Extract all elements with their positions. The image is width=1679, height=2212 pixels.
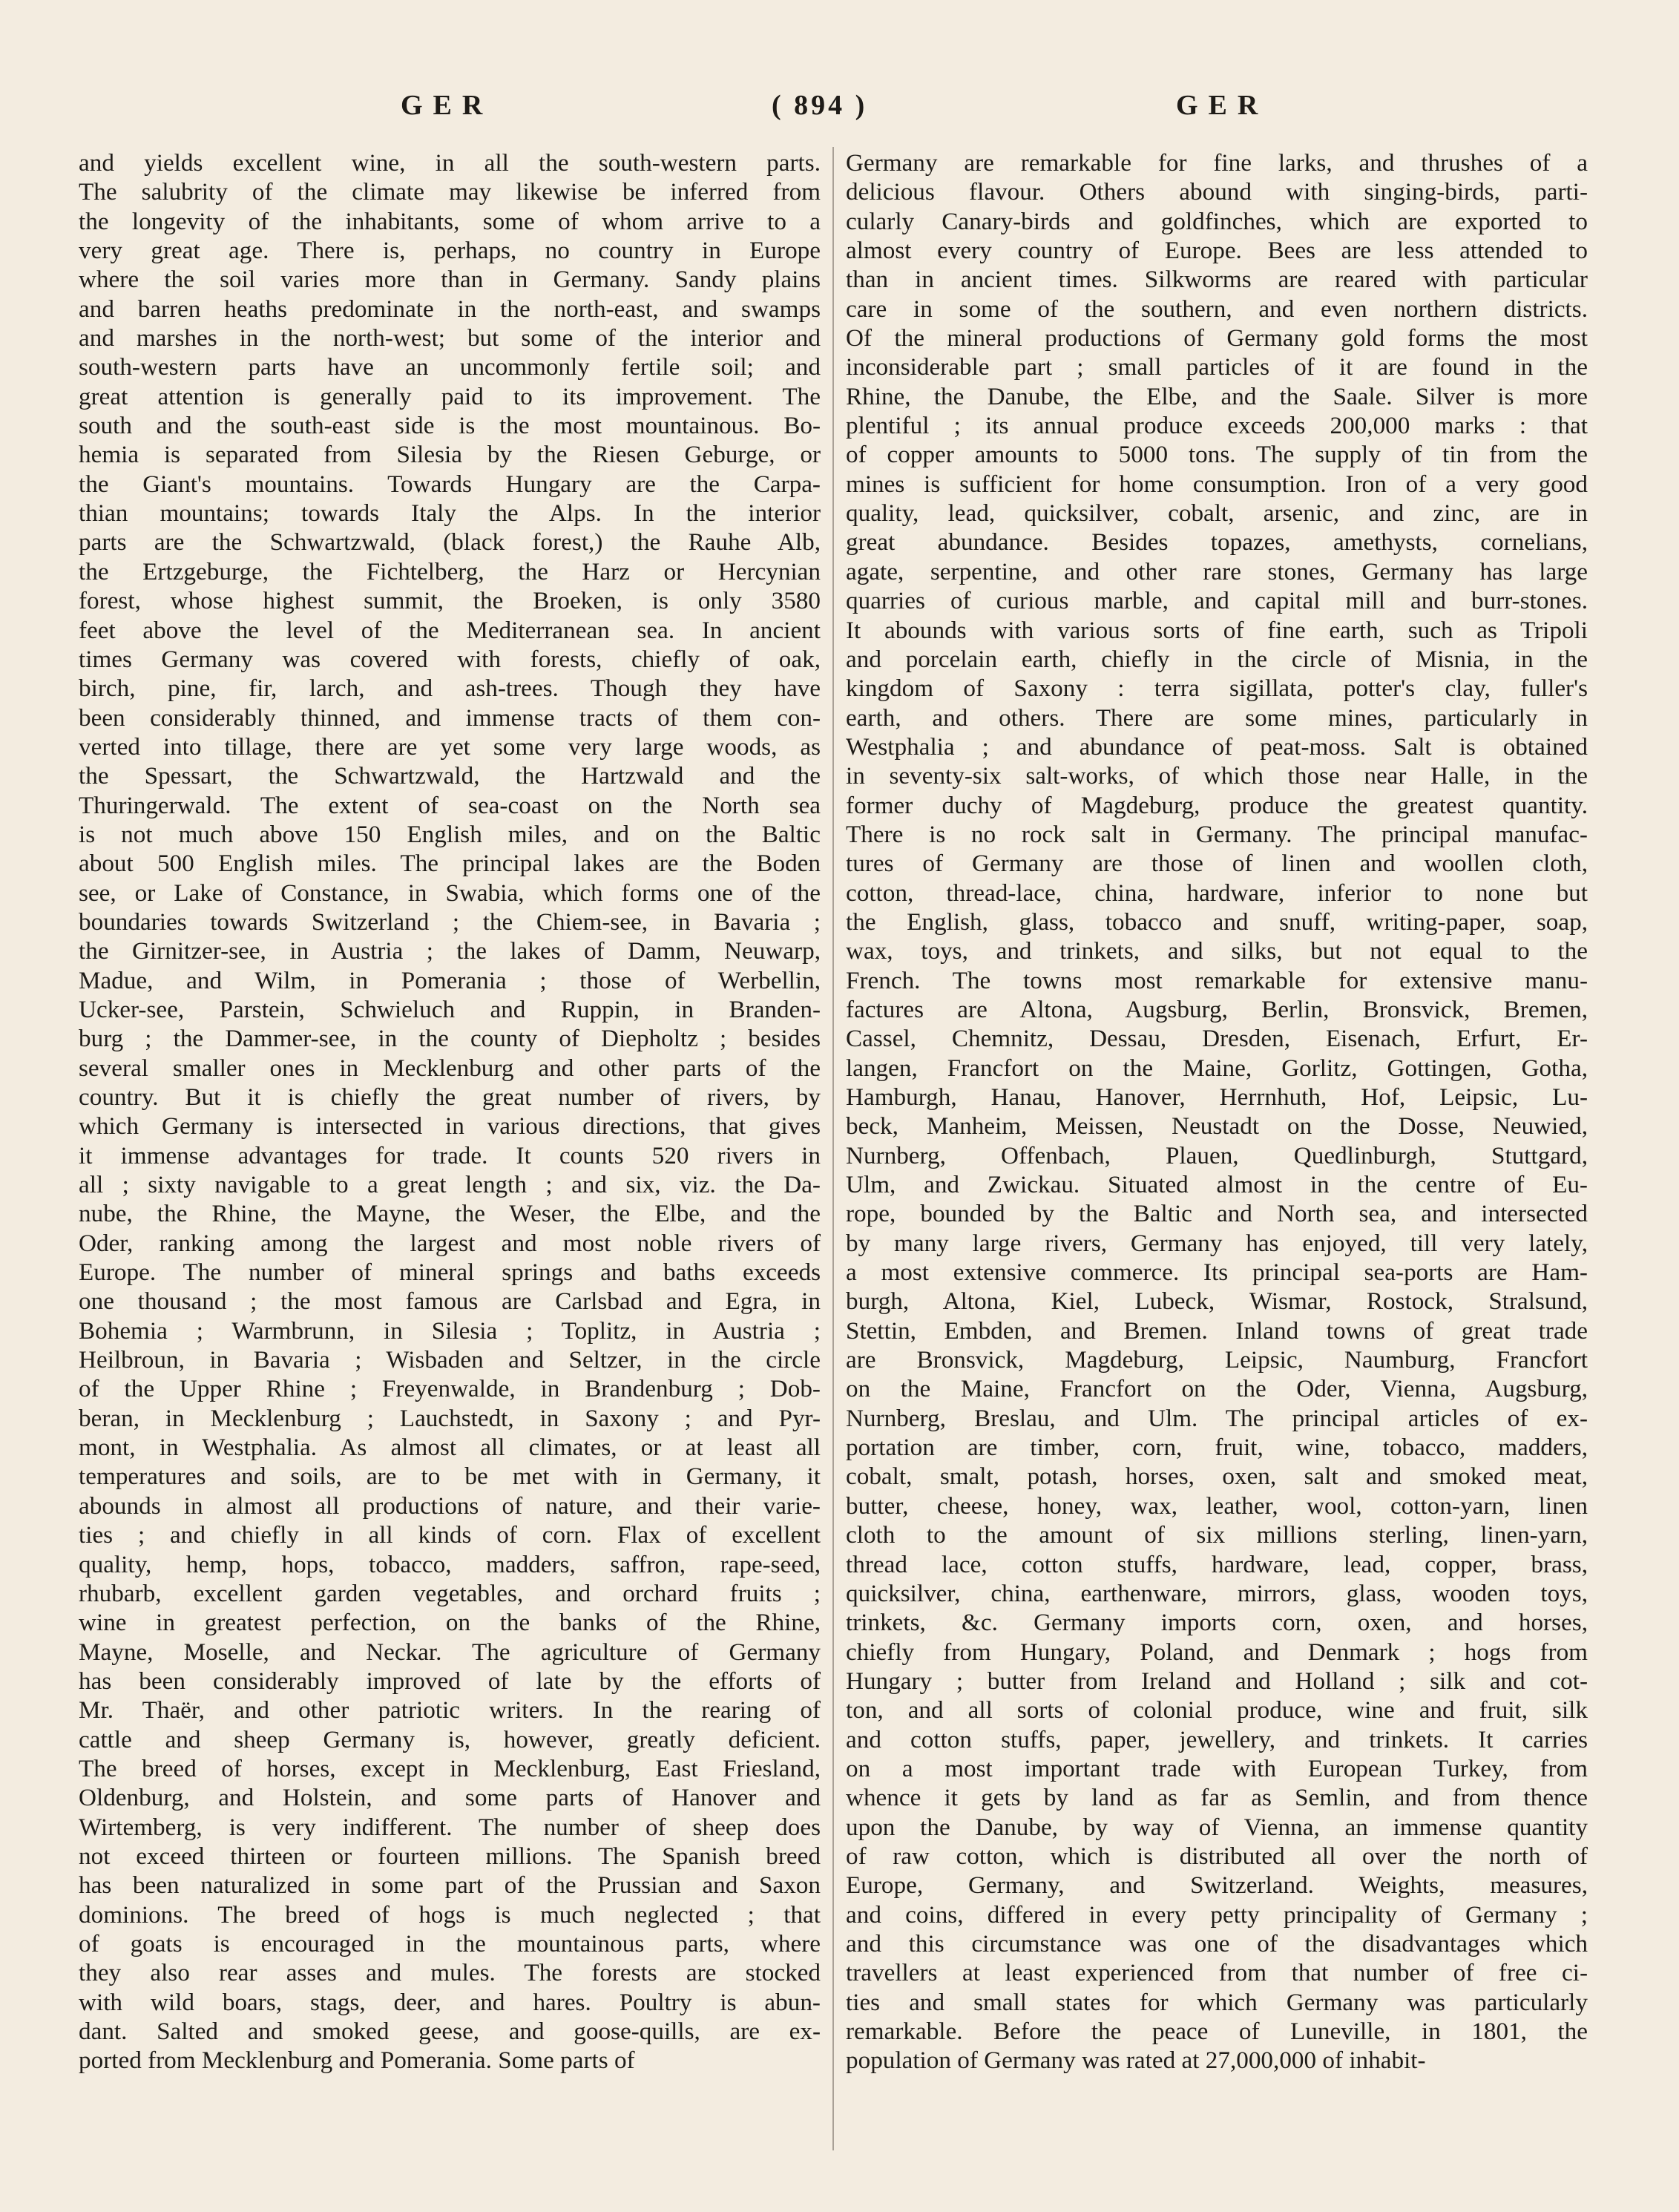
text-line: nube, the Rhine, the Mayne, the Weser, the Elbe, and the [79, 1200, 821, 1228]
text-line: about 500 English miles. The principal lakes are the Boden [79, 850, 821, 878]
text-line: dominions. The breed of hogs is much neglected ; that [79, 1900, 821, 1929]
text-line: The salubrity of the climate may likewise be inferred from [79, 178, 821, 206]
text-line: thread lace, cotton stuffs, hardware, lead, copper, brass, [846, 1550, 1588, 1578]
text-line: upon the Danube, by way of Vienna, an immense quantity [846, 1813, 1588, 1841]
text-line: cotton, thread-lace, china, hardware, inferior to none but [846, 879, 1588, 907]
page-number: ( 894 ) [772, 90, 868, 121]
text-line: very great age. There is, perhaps, no country in Europe [79, 237, 821, 265]
left-text-column [79, 148, 821, 2075]
text-line: hemia is separated from Silesia by the Riesen Geburge, or [79, 441, 821, 469]
text-line: it immense advantages for trade. It counts 520 rivers in [79, 1141, 821, 1169]
text-line: of raw cotton, which is distributed all over the north of [846, 1842, 1588, 1870]
text-line: and porcelain earth, chiefly in the circle of Misnia, in the [846, 645, 1588, 673]
text-line: and this circumstance was one of the disadvantages which [846, 1929, 1588, 1957]
text-line: langen, Francfort on the Maine, Gorlitz, Gottingen, Gotha, [846, 1054, 1588, 1082]
text-line: than in ancient times. Silkworms are reared with particular [846, 266, 1588, 294]
text-line: plentiful ; its annual produce exceeds 200,000 marks : that [846, 412, 1588, 440]
text-line: agate, serpentine, and other rare stones, Germany has large [846, 557, 1588, 585]
text-line: on a most important trade with European Turkey, from [846, 1754, 1588, 1782]
text-line: beck, Manheim, Meissen, Neustadt on the Dosse, Neuwied, [846, 1112, 1588, 1141]
text-line: ported from Mecklenburg and Pomerania. Some parts of [79, 2047, 635, 2075]
text-line: wine in greatest perfection, on the banks of the Rhine, [79, 1609, 821, 1637]
running-head-left: GER [401, 90, 493, 121]
text-line: ties and small states for which Germany was particularly [846, 1988, 1588, 2016]
text-line: cobalt, smalt, potash, horses, oxen, salt and smoked meat, [846, 1463, 1588, 1491]
text-line: Bohemia ; Warmbrunn, in Silesia ; Toplitz, in Austria ; [79, 1316, 821, 1345]
text-line: boundaries towards Switzerland ; the Chiem-see, in Bavaria ; [79, 908, 821, 936]
text-line: care in some of the southern, and even northern districts. [846, 295, 1588, 323]
text-line: parts are the Schwartzwald, (black forest,) the Rauhe Alb, [79, 528, 821, 557]
text-line: trinkets, &c. Germany imports corn, oxen, and horses, [846, 1609, 1588, 1637]
text-line: rhubarb, excellent garden vegetables, and orchard fruits ; [79, 1579, 821, 1607]
text-line: great abundance. Besides topazes, amethysts, cornelians, [846, 528, 1588, 557]
text-line: Hamburgh, Hanau, Hanover, Herrnhuth, Hof, Leipsic, Lu- [846, 1083, 1588, 1111]
text-line: Ucker-see, Parstein, Schwieluch and Ruppin, in Branden- [79, 995, 821, 1023]
text-line: Mayne, Moselle, and Neckar. The agriculture of Germany [79, 1638, 821, 1666]
text-line: one thousand ; the most famous are Carlsbad and Egra, in [79, 1287, 821, 1316]
text-line: Westphalia ; and abundance of peat-moss. Salt is obtained [846, 732, 1588, 761]
text-line: abounds in almost all productions of nature, and their varie- [79, 1491, 821, 1520]
text-line: and barren heaths predominate in the north-east, and swamps [79, 295, 821, 323]
text-line: Thuringerwald. The extent of sea-coast on the North sea [79, 791, 821, 819]
text-line: ties ; and chiefly in all kinds of corn. Flax of excellent [79, 1521, 821, 1549]
text-line: where the soil varies more than in Germany. Sandy plains [79, 266, 821, 294]
text-line: inconsiderable part ; small particles of it are found in the [846, 353, 1588, 381]
text-line: delicious flavour. Others abound with singing-birds, parti- [846, 178, 1588, 206]
text-line: Oder, ranking among the largest and most noble rivers of [79, 1229, 821, 1257]
text-line: verted into tillage, there are yet some very large woods, as [79, 732, 821, 761]
text-line: burg ; the Dammer-see, in the county of Diepholtz ; besides [79, 1025, 821, 1053]
text-line: temperatures and soils, are to be met with in Germany, it [79, 1463, 821, 1491]
text-line: of goats is encouraged in the mountainous parts, where [79, 1929, 821, 1957]
text-line: Rhine, the Danube, the Elbe, and the Saale. Silver is more [846, 382, 1588, 410]
text-line: country. But it is chiefly the great number of rivers, by [79, 1083, 821, 1111]
text-line: see, or Lake of Constance, in Swabia, which forms one of the [79, 879, 821, 907]
text-line: butter, cheese, honey, wax, leather, wool, cotton-yarn, linen [846, 1491, 1588, 1520]
text-line: quality, hemp, hops, tobacco, madders, saffron, rape-seed, [79, 1550, 821, 1578]
text-line: cularly Canary-birds and goldfinches, which are exported to [846, 207, 1588, 235]
text-line: It abounds with various sorts of fine earth, such as Tripoli [846, 616, 1588, 644]
text-line: quarries of curious marble, and capital mill and burr-stones. [846, 587, 1588, 615]
text-line: the Ertzgeburge, the Fichtelberg, the Harz or Hercynian [79, 557, 821, 585]
text-line: the longevity of the inhabitants, some of whom arrive to a [79, 207, 821, 235]
text-line: times Germany was covered with forests, chiefly of oak, [79, 645, 821, 673]
text-line: dant. Salted and smoked geese, and goose-quills, are ex- [79, 2018, 821, 2045]
text-line: former duchy of Magdeburg, produce the greatest quantity. [846, 791, 1588, 819]
text-line: the Spessart, the Schwartzwald, the Hartzwald and the [79, 762, 821, 790]
text-line: Of the mineral productions of Germany gold forms the most [846, 324, 1588, 352]
text-line: been considerably thinned, and immense tracts of them con- [79, 703, 821, 732]
text-line: mines is sufficient for home consumption. Iron of a very good [846, 470, 1588, 498]
text-line: the Girnitzer-see, in Austria ; the lakes of Damm, Neuwarp, [79, 937, 821, 965]
running-head-right: GER [1176, 90, 1269, 121]
text-line: is not much above 150 English miles, and on the Baltic [79, 820, 821, 848]
text-line: tures of Germany are those of linen and woollen cloth, [846, 850, 1588, 878]
text-line: and cotton stuffs, paper, jewellery, and trinkets. It carries [846, 1725, 1588, 1753]
text-line: mont, in Westphalia. As almost all climates, or at least all [79, 1434, 821, 1462]
text-line: beran, in Mecklenburg ; Lauchstedt, in Saxony ; and Pyr- [79, 1404, 821, 1432]
text-line: all ; sixty navigable to a great length ; and six, viz. the Da- [79, 1171, 821, 1199]
text-line: great attention is generally paid to its improvement. The [79, 382, 821, 410]
text-line: Europe, Germany, and Switzerland. Weights, measures, [846, 1871, 1588, 1900]
text-line: Hungary ; butter from Ireland and Holland ; silk and cot- [846, 1667, 1588, 1695]
text-line: has been naturalized in some part of the Prussian and Saxon [79, 1871, 821, 1900]
text-line: not exceed thirteen or fourteen millions. The Spanish breed [79, 1842, 821, 1870]
text-line: rope, bounded by the Baltic and North sea, and intersected [846, 1200, 1588, 1228]
text-line: the English, glass, tobacco and snuff, writing-paper, soap, [846, 908, 1588, 936]
text-line: Madue, and Wilm, in Pomerania ; those of Werbellin, [79, 966, 821, 994]
text-line: remarkable. Before the peace of Luneville, in 1801, the [846, 2018, 1588, 2045]
text-line: burgh, Altona, Kiel, Lubeck, Wismar, Rostock, Stralsund, [846, 1287, 1588, 1316]
text-line: and coins, differed in every petty principality of Germany ; [846, 1900, 1588, 1929]
text-line: French. The towns most remarkable for extensive manu- [846, 966, 1588, 994]
text-line: Nurnberg, Offenbach, Plauen, Quedlinburgh, Stuttgard, [846, 1141, 1588, 1169]
text-line: quicksilver, china, earthenware, mirrors, glass, wooden toys, [846, 1579, 1588, 1607]
text-line: a most extensive commerce. Its principal sea-ports are Ham- [846, 1258, 1588, 1287]
text-line: Germany are remarkable for fine larks, and thrushes of a [846, 149, 1588, 177]
text-line: chiefly from Hungary, Poland, and Denmark ; hogs from [846, 1638, 1588, 1666]
text-line: factures are Altona, Augsburg, Berlin, Bronsvick, Bremen, [846, 995, 1588, 1023]
text-line: Oldenburg, and Holstein, and some parts of Hanover and [79, 1784, 821, 1812]
text-line: has been considerably improved of late by the efforts of [79, 1667, 821, 1695]
text-line: which Germany is intersected in various directions, that gives [79, 1112, 821, 1141]
text-line: with wild boars, stags, deer, and hares. Poultry is abun- [79, 1988, 821, 2016]
text-line: and marshes in the north-west; but some of the interior and [79, 324, 821, 352]
text-line: thian mountains; towards Italy the Alps. In the interior [79, 499, 821, 528]
text-line: cattle and sheep Germany is, however, greatly deficient. [79, 1725, 821, 1753]
text-line: Ulm, and Zwickau. Situated almost in the centre of Eu- [846, 1171, 1588, 1199]
text-line: south-western parts have an uncommonly fertile soil; and [79, 353, 821, 381]
text-line: There is no rock salt in Germany. The principal manufac- [846, 820, 1588, 848]
text-line: several smaller ones in Mecklenburg and other parts of the [79, 1054, 821, 1082]
text-line: almost every country of Europe. Bees are less attended to [846, 237, 1588, 265]
text-line: quality, lead, quicksilver, cobalt, arsenic, and zinc, are in [846, 499, 1588, 528]
column-divider [832, 147, 834, 2150]
text-line: Europe. The number of mineral springs and baths exceeds [79, 1258, 821, 1287]
text-line: by many large rivers, Germany has enjoyed, till very lately, [846, 1229, 1588, 1257]
text-line: Wirtemberg, is very indifferent. The number of sheep does [79, 1813, 821, 1841]
text-line: cloth to the amount of six millions sterling, linen-yarn, [846, 1521, 1588, 1549]
text-line: in seventy-six salt-works, of which those near Halle, in the [846, 762, 1588, 790]
text-line: they also rear asses and mules. The forests are stocked [79, 1959, 821, 1987]
text-line: Mr. Thaër, and other patriotic writers. In the rearing of [79, 1696, 821, 1724]
text-line: Heilbroun, in Bavaria ; Wisbaden and Seltzer, in the circle [79, 1346, 821, 1374]
text-line: whence it gets by land as far as Semlin, and from thence [846, 1784, 1588, 1812]
text-line: forest, whose highest summit, the Broeken, is only 3580 [79, 587, 821, 615]
text-line: The breed of horses, except in Mecklenburg, East Friesland, [79, 1754, 821, 1782]
text-line: kingdom of Saxony : terra sigillata, potter's clay, fuller's [846, 675, 1588, 703]
text-line: feet above the level of the Mediterranean sea. In ancient [79, 616, 821, 644]
text-line: are Bronsvick, Magdeburg, Leipsic, Naumburg, Francfort [846, 1346, 1588, 1374]
text-line: of the Upper Rhine ; Freyenwalde, in Brandenburg ; Dob- [79, 1375, 821, 1403]
right-text-column [846, 148, 1588, 2075]
text-line: on the Maine, Francfort on the Oder, Vienna, Augsburg, [846, 1375, 1588, 1403]
text-line: ton, and all sorts of colonial produce, wine and fruit, silk [846, 1696, 1588, 1724]
text-line: south and the south-east side is the most mountainous. Bo- [79, 412, 821, 440]
text-line: earth, and others. There are some mines, particularly in [846, 703, 1588, 732]
text-line: wax, toys, and trinkets, and silks, but not equal to the [846, 937, 1588, 965]
text-line: and yields excellent wine, in all the south-western parts. [79, 149, 821, 177]
text-line: the Giant's mountains. Towards Hungary are the Carpa- [79, 470, 821, 498]
text-line: Stettin, Embden, and Bremen. Inland towns of great trade [846, 1316, 1588, 1345]
text-line: travellers at least experienced from that number of free ci- [846, 1959, 1588, 1987]
text-line: population of Germany was rated at 27,000,000 of inhabit- [846, 2047, 1426, 2075]
text-line: Cassel, Chemnitz, Dessau, Dresden, Eisenach, Erfurt, Er- [846, 1025, 1588, 1053]
text-line: portation are timber, corn, fruit, wine, tobacco, madders, [846, 1434, 1588, 1462]
text-line: of copper amounts to 5000 tons. The supply of tin from the [846, 441, 1588, 469]
text-line: birch, pine, fir, larch, and ash-trees. Though they have [79, 675, 821, 703]
text-line: Nurnberg, Breslau, and Ulm. The principal articles of ex- [846, 1404, 1588, 1432]
